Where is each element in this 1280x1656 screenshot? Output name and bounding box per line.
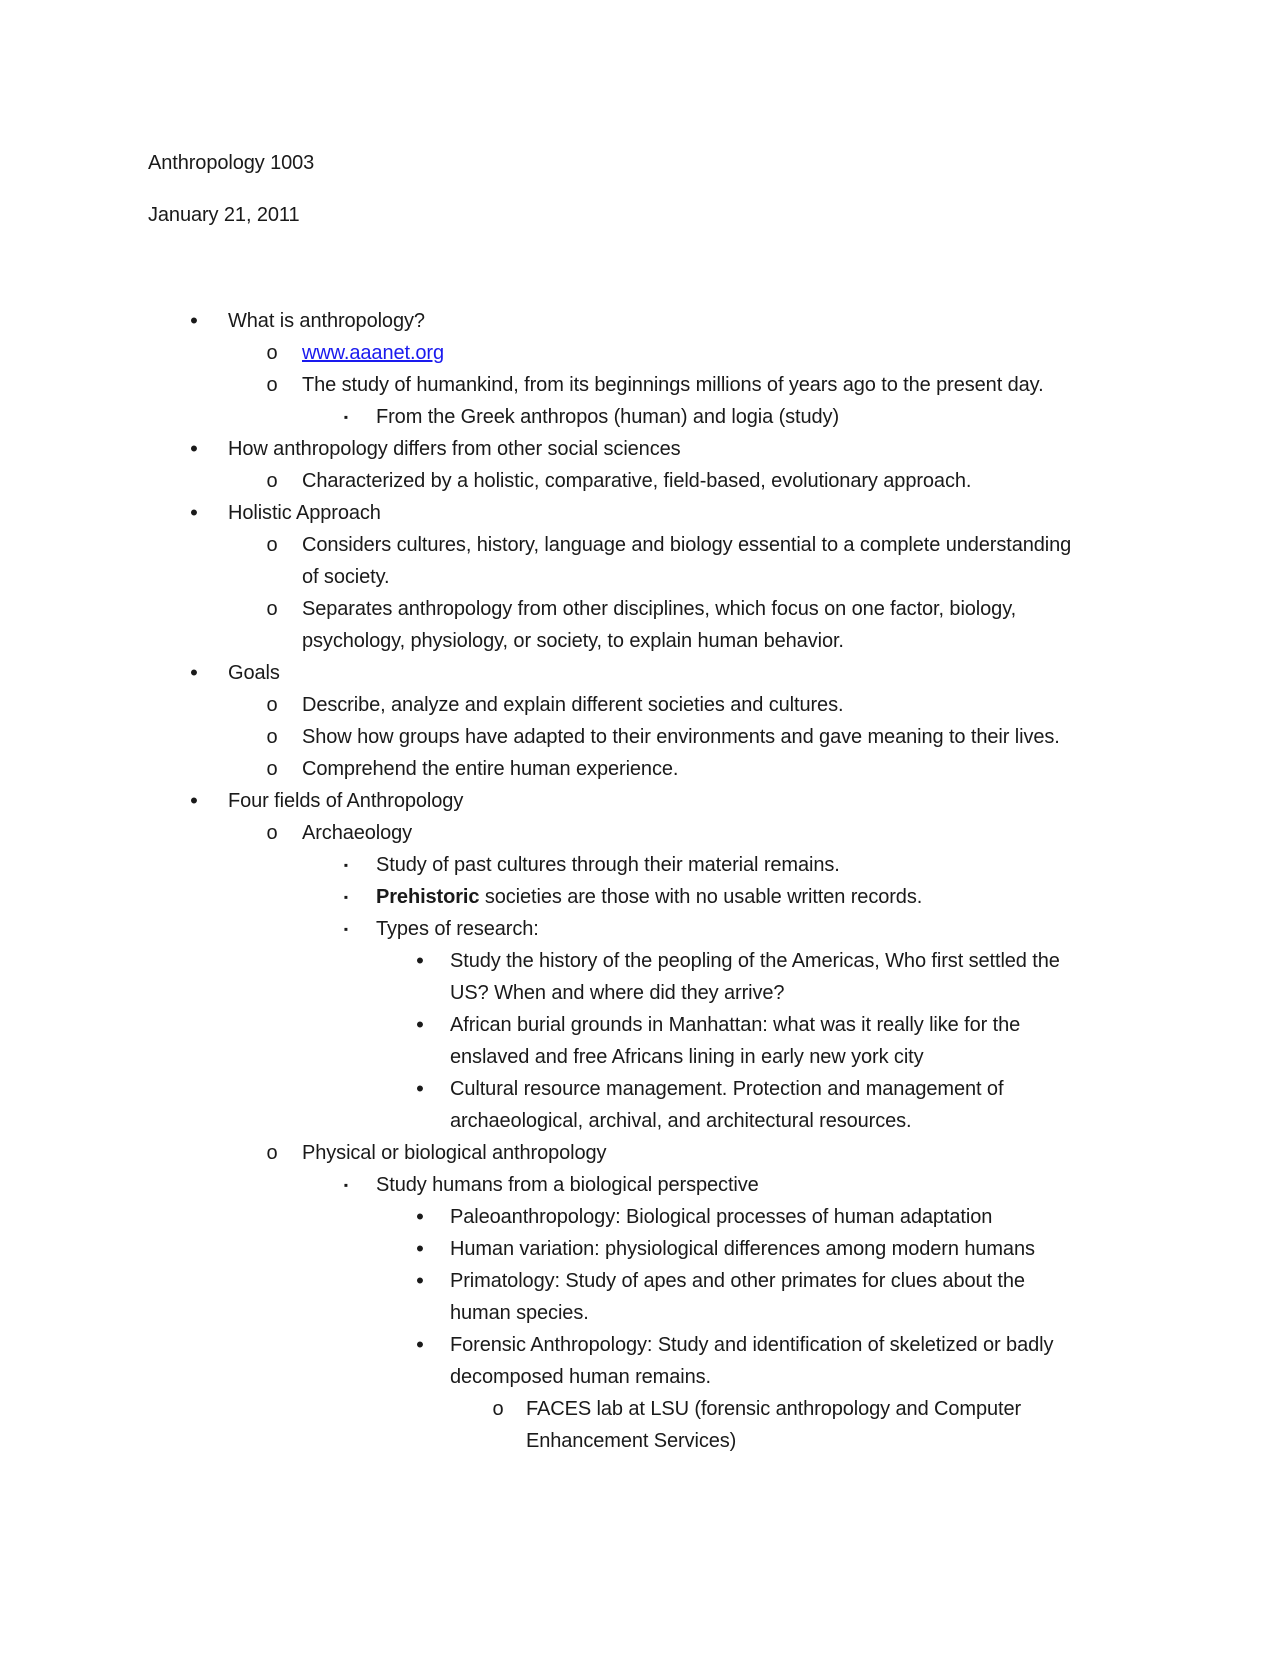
course-title: Anthropology 1003 — [148, 152, 315, 174]
bullet-circle-icon: o — [492, 1398, 504, 1420]
list-item: Study humans from a biological perspective — [376, 1174, 759, 1196]
list-item: From the Greek anthropos (human) and logia (study) — [376, 406, 839, 428]
bullet-circle-icon: o — [266, 726, 278, 748]
list-item-continuation: decomposed human remains. — [450, 1366, 711, 1388]
bullet-circle-icon: o — [266, 694, 278, 716]
list-item: Separates anthropology from other disciplines, which focus on one factor, biology, — [302, 598, 1017, 620]
list-item: Forensic Anthropology: Study and identification of skeletized or badly — [450, 1334, 1054, 1356]
list-item-continuation: US? When and where did they arrive? — [450, 982, 785, 1004]
list-item: Describe, analyze and explain different societies and cultures. — [302, 694, 844, 716]
bullet-dot-icon: • — [416, 1236, 424, 1261]
prehistoric-term: Prehistoric — [376, 886, 480, 908]
list-item-continuation: human species. — [450, 1302, 589, 1324]
bullet-square-icon: ▪ — [343, 922, 349, 936]
bullet-circle-icon: o — [266, 598, 278, 620]
bullet-circle-icon: o — [266, 822, 278, 844]
bullet-dot-icon: • — [416, 1204, 424, 1229]
list-item: FACES lab at LSU (forensic anthropology and Computer — [526, 1398, 1022, 1420]
list-item: Goals — [228, 662, 280, 684]
list-item-continuation: archaeological, archival, and architectural resources. — [450, 1110, 912, 1132]
list-item: Human variation: physiological differences among modern humans — [450, 1238, 1035, 1260]
list-item: Characterized by a holistic, comparative, field-based, evolutionary approach. — [302, 470, 972, 492]
list-item-continuation: enslaved and free Africans lining in early new york city — [450, 1046, 924, 1068]
bullet-dot-icon: • — [416, 1268, 424, 1293]
bullet-circle-icon: o — [266, 1142, 278, 1164]
list-item: Types of research: — [376, 918, 539, 940]
list-item: Show how groups have adapted to their environments and gave meaning to their lives. — [302, 726, 1060, 748]
list-item: What is anthropology? — [228, 310, 425, 332]
bullet-dot-icon: • — [190, 788, 198, 813]
bullet-dot-icon: • — [416, 1012, 424, 1037]
bullet-dot-icon: • — [416, 1332, 424, 1357]
list-item: Paleoanthropology: Biological processes of human adaptation — [450, 1206, 993, 1228]
prehistoric-definition: societies are those with no usable written records. — [479, 886, 923, 908]
list-item-continuation: Enhancement Services) — [526, 1430, 737, 1452]
list-item: Considers cultures, history, language and biology essential to a complete understanding — [302, 534, 1072, 556]
bullet-circle-icon: o — [266, 534, 278, 556]
bullet-dot-icon: • — [190, 660, 198, 685]
bullet-circle-icon: o — [266, 374, 278, 396]
list-item: The study of humankind, from its beginnings millions of years ago to the present day. — [302, 374, 1044, 396]
list-item: Archaeology — [302, 822, 413, 844]
bullet-square-icon: ▪ — [343, 890, 349, 904]
list-item: Study the history of the peopling of the Americas, Who first settled the — [450, 950, 1060, 972]
list-item: Four fields of Anthropology — [228, 790, 464, 812]
list-item: Study of past cultures through their material remains. — [376, 854, 840, 876]
list-item: Holistic Approach — [228, 502, 381, 524]
bullet-dot-icon: • — [190, 308, 198, 333]
list-item: Cultural resource management. Protection and management of — [450, 1078, 1004, 1100]
bullet-square-icon: ▪ — [343, 410, 349, 424]
list-item — [376, 884, 922, 910]
aaanet-link[interactable]: www.aaanet.org — [302, 342, 445, 364]
list-item-continuation: of society. — [302, 566, 390, 588]
list-item: Physical or biological anthropology — [302, 1142, 607, 1164]
bullet-dot-icon: • — [416, 1076, 424, 1101]
list-item: Comprehend the entire human experience. — [302, 758, 679, 780]
bullet-circle-icon: o — [266, 758, 278, 780]
list-item-continuation: psychology, physiology, or society, to explain human behavior. — [302, 630, 844, 652]
bullet-dot-icon: • — [416, 948, 424, 973]
bullet-square-icon: ▪ — [343, 1178, 349, 1192]
bullet-circle-icon: o — [266, 470, 278, 492]
bullet-square-icon: ▪ — [343, 858, 349, 872]
list-item: Primatology: Study of apes and other primates for clues about the — [450, 1270, 1025, 1292]
list-item: How anthropology differs from other social sciences — [228, 438, 681, 460]
lecture-date: January 21, 2011 — [148, 204, 300, 226]
bullet-circle-icon: o — [266, 342, 278, 364]
list-item: African burial grounds in Manhattan: what was it really like for the — [450, 1014, 1021, 1036]
bullet-dot-icon: • — [190, 436, 198, 461]
bullet-dot-icon: • — [190, 500, 198, 525]
